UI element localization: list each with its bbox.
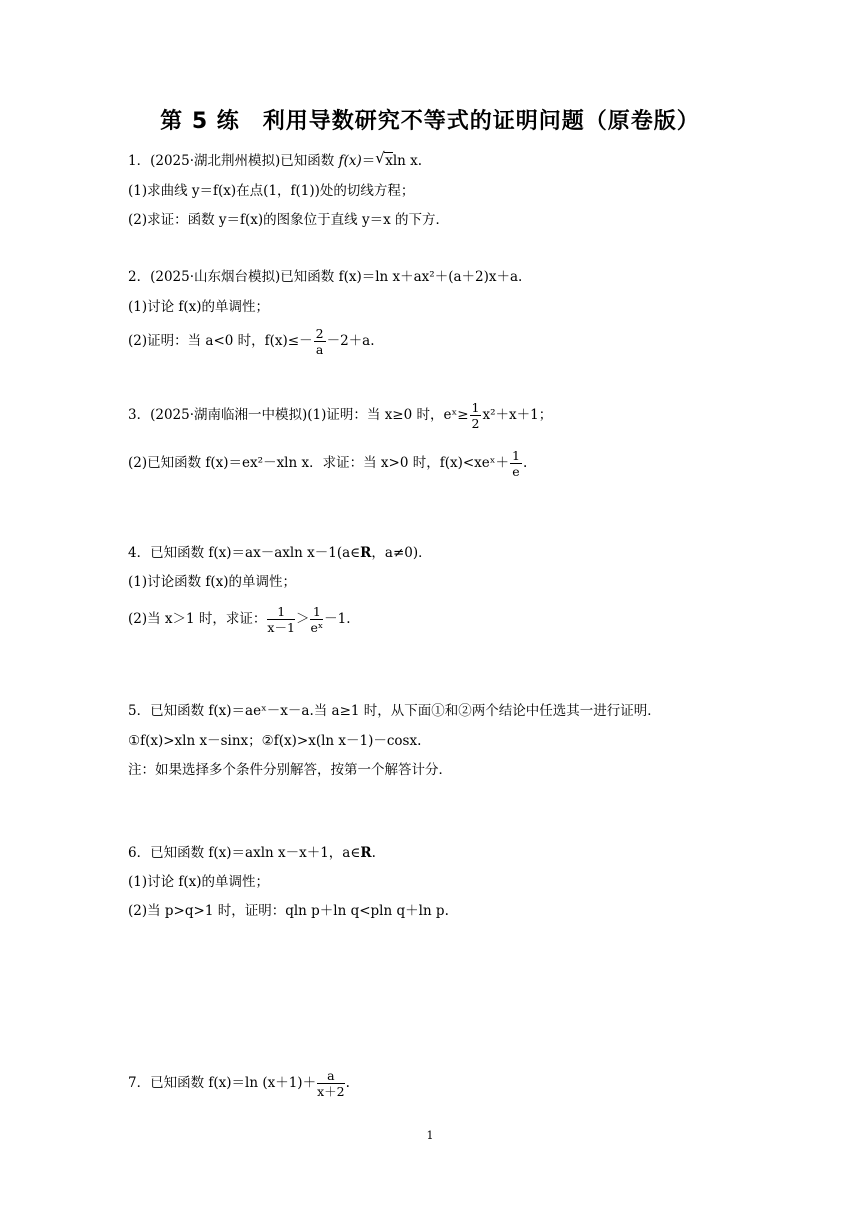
problem-2-part-1: (1)讨论 f(x)的单调性； [128,299,270,315]
fraction [310,604,323,635]
problem-4-part-1: (1)讨论函数 f(x)的单调性； [128,574,297,590]
problem-number: 5． [128,703,151,719]
problem-text: ，a≠0)． [371,545,432,561]
problem-text: (2)已知函数 f(x)＝ex²－xln x．求证：当 x>0 时，f(x)<xeˣ＋ [128,455,509,471]
page-title: 第 5 练 利用导数研究不等式的证明问题（原卷版） [160,109,700,134]
problem-2-stem [128,268,522,286]
fraction-numerator: 1 [511,448,520,463]
problem-source: (2025·湖南临湘一中模拟) [150,407,308,423]
problem-6-part-1: (1)讨论 f(x)的单调性； [128,874,270,890]
problem-text: . [371,845,376,861]
problem-number: 3． [128,407,151,423]
fraction-numerator: 2 [315,326,324,341]
problem-6-stem [128,844,376,862]
real-numbers-symbol: R [360,845,372,861]
problem-text: －2＋a. [326,333,375,349]
problem-text: . [345,1075,350,1091]
problem-7-stem [128,1068,350,1099]
problem-1-stem [128,149,423,170]
problem-5-stem [128,702,661,720]
problem-text: x²＋x＋1； [482,407,553,423]
sqrt-argument: x [385,153,393,169]
problem-number: 6． [128,845,151,861]
fraction-denominator: x－1 [267,620,295,635]
problem-text: (2)当 x＞1 时，求证： [128,611,267,627]
fraction [314,326,326,357]
problem-5-note: 注：如果选择多个条件分别解答，按第一个解答计分． [128,762,452,778]
problem-text: ln x. [392,153,423,169]
problem-4-stem [128,544,432,562]
inequality-sign: ＞ [295,611,310,627]
problem-number: 1． [128,153,151,169]
problem-3-stem [128,400,552,431]
fraction [267,604,295,635]
fraction-denominator: eˣ [310,620,324,635]
problem-text: 已知函数 f(x)＝axln x－x＋1，a∈ [150,845,361,861]
problem-2-part-2 [128,326,375,357]
problem-source: (2025·山东烟台模拟) [150,269,281,285]
sqrt-expression: √ x [375,149,393,169]
fraction-numerator: a [317,1068,345,1084]
problem-source: (2025·湖北荆州模拟) [150,153,281,169]
problem-6-part-2: (2)当 p>q>1 时，证明：qln p＋ln q<pln q＋ln p. [128,903,449,919]
problem-text: (2)证明：当 a<0 时，f(x)≤－ [128,333,313,349]
problem-number: 7． [128,1075,151,1091]
equals-sign: ＝ [361,153,376,169]
problem-number: 2． [128,269,151,285]
problem-text: 已知函数 f(x)＝aeˣ－x－a.当 a≥1 时，从下面①和②两个结论中任选其一进行证明． [150,703,661,719]
problem-text: 已知函数 f(x)＝ln (x＋1)＋ [150,1075,317,1091]
fraction-numerator: 1 [310,604,323,620]
problem-text: . [522,455,528,471]
fraction-numerator: 1 [267,604,295,620]
problem-1-part-2: (2)求证：函数 y＝f(x)的图象位于直线 y＝x 的下方． [128,212,450,228]
fraction-denominator: 2 [471,416,480,431]
problem-text: －1. [324,611,351,627]
function-name: f(x) [338,153,362,169]
problem-3-part-2 [128,448,527,479]
problem-1-part-1: (1)求曲线 y＝f(x)在点(1，f(1))处的切线方程； [128,183,415,199]
fraction-denominator: e [512,464,520,479]
problem-5-options: ①f(x)>xln x－sinx；②f(x)>x(ln x－1)－cosx. [128,733,422,749]
fraction [470,400,482,431]
problem-text: 已知函数 f(x)＝ax－axln x－1(a∈ [150,545,361,561]
fraction-denominator: x＋2 [317,1084,345,1099]
problem-text: (1)证明：当 x≥0 时，eˣ≥ [307,407,469,423]
fraction-denominator: a [315,342,324,357]
problem-text: 已知函数 [280,153,339,169]
fraction-numerator: 1 [471,400,480,415]
problem-number: 4． [128,545,151,561]
problem-4-part-2 [128,604,351,635]
fraction [510,448,522,479]
problem-text: 已知函数 f(x)＝ln x＋ax²＋(a＋2)x＋a. [280,269,523,285]
real-numbers-symbol: R [360,545,372,561]
page-number: 1 [426,1129,434,1142]
fraction [317,1068,345,1099]
